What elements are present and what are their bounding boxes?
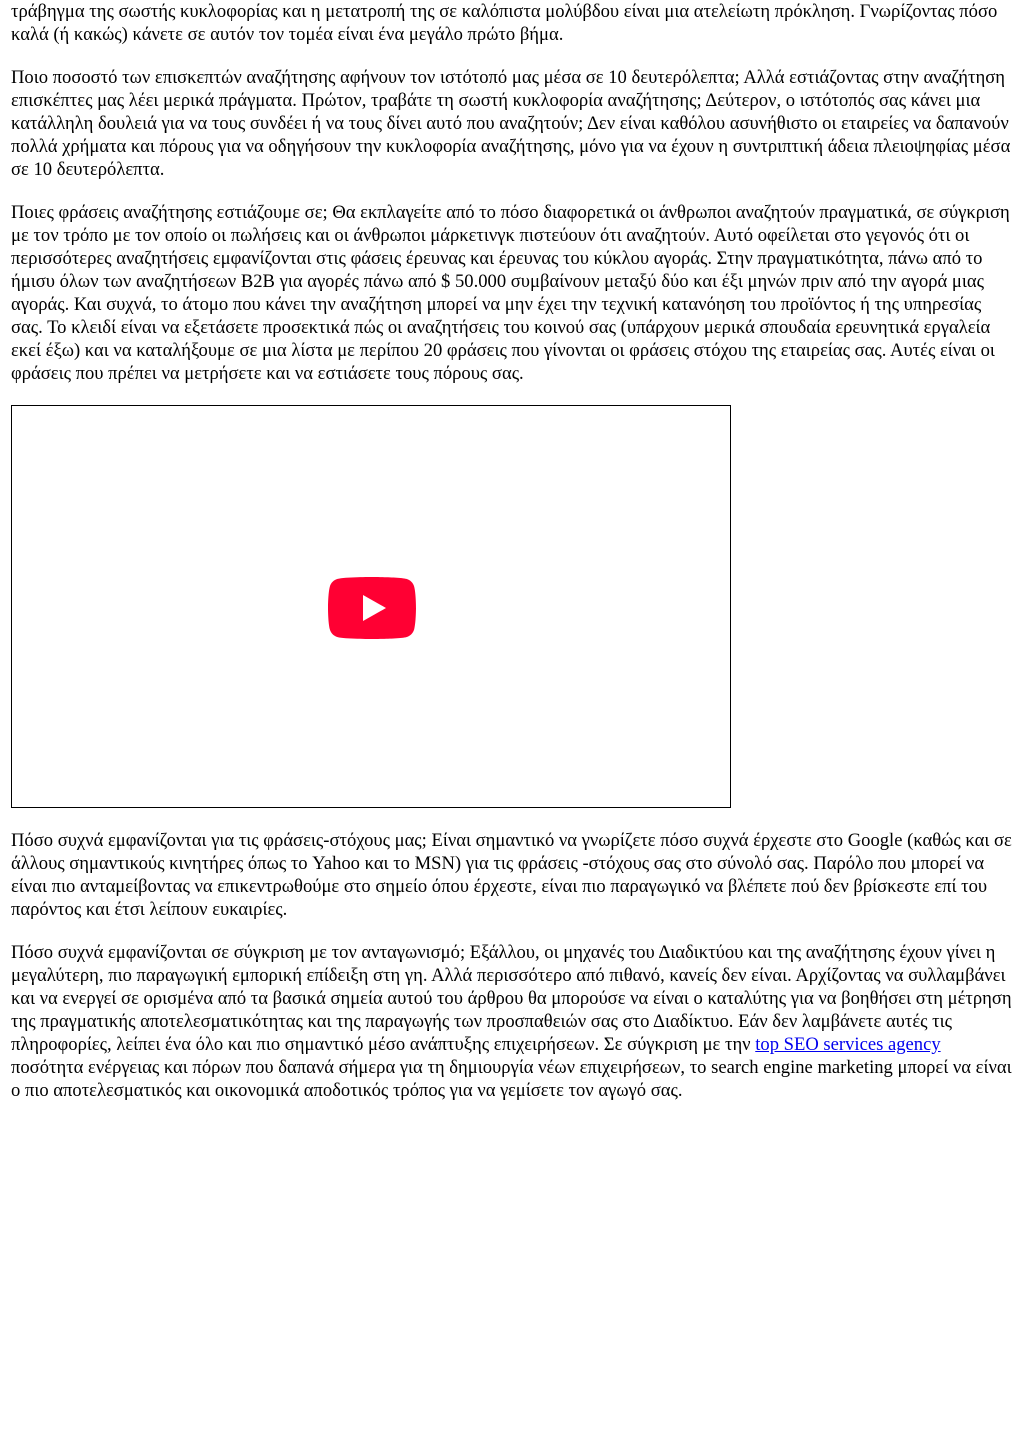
paragraph-search-phrases: Ποιες φράσεις αναζήτησης εστιάζουμε σε; Θα εκπλαγείτε από το πόσο διαφορετικά οι άνθρωποι αναζητούν πραγματικά, σε σύγκριση με τον τρόπο με τον οποίο οι πωλήσεις και οι άνθρωποι μάρκετινγκ πιστεύουν ότι αναζητούν. Αυτό οφείλεται στο γεγονός ότι οι περισσότερες αναζητήσεις εμφανίζονται στις φάσεις έρευνας και έρευνας του κύκλου αγοράς. Στην πραγματικότητα, πάνω από το ήμισυ όλων των αναζητήσεων B2B για αγορές πάνω από $ 50.000 συμβαίνουν μεταξύ δύο και έξι μηνών πριν από την αγορά μιας αγοράς. Και συχνά, το άτομο που κάνει την αναζήτηση μπορεί να μην έχει την τεχνική κατανόηση του προϊόντος ή της υπηρεσίας σας. Το κλειδί είναι να εξετάσετε προσεκτικά πώς οι αναζητήσεις του κοινού σας (υπάρχουν μερικά σπουδαία ερευνητικά εργαλεία εκεί έξω) και να καταλήξουμε σε μια λίστα με περίπου 20 φράσεις που γίνονται οι φράσεις στόχου της εταιρείας σας. Αυτές είναι οι φράσεις που πρέπει να μετρήσετε και να εστιάσετε τους πόρους σας. <box>11 202 1010 384</box>
paragraph-competition-text-before: Πόσο συχνά εμφανίζονται σε σύγκριση με τον ανταγωνισμό; Εξάλλου, οι μηχανές του Διαδικτύου και της αναζήτησης έχουν γίνει η μεγαλύτερη, πιο παραγωγική εμπορική επίδειξη στη γη. Αλλά περισσότερο από πιθανό, κανείς δεν είναι. Αρχίζοντας να συλλαμβάνει και να ενεργεί σε ορισμένα από τα βασικά σημεία αυτού του άρθρου θα μπορούσε να είναι ο καταλύτης για να βοηθήσει στη μέτρηση της πραγματικής αποτελεσματικότητας και της παραγωγής των προσπαθειών σας στο Διαδίκτυο. Εάν δεν λαμβάνετε αυτές τις πληροφορίες, λείπει ένα όλο και πιο σημαντικό μέσο ανάπτυξης επιχειρήσεων. Σε σύγκριση με την <box>11 942 1012 1055</box>
embedded-video[interactable] <box>11 405 731 808</box>
paragraph-lead-conversion: τράβηγμα της σωστής κυκλοφορίας και η μετατροπή της σε καλόπιστα μολύβδου είναι μια ατελείωτη πρόκληση. Γνωρίζοντας πόσο καλά (ή κακώς) κάνετε σε αυτόν τον τομέα είναι ένα μεγάλο πρώτο βήμα. <box>11 1 998 45</box>
paragraph-competition <box>11 941 1015 1102</box>
paragraph-visitors-leaving: Ποιο ποσοστό των επισκεπτών αναζήτησης αφήνουν τον ιστότοπό μας μέσα σε 10 δευτερόλεπτα; Αλλά εστιάζοντας στην αναζήτηση επισκέπτες μας λέει μερικά πράγματα. Πρώτον, τραβάτε τη σωστή κυκλοφορία αναζήτησης; Δεύτερον, ο ιστότοπός σας κάνει μια κατάλληλη δουλειά για να τους συνδέει ή να τους δίνει αυτό που αναζητούν; Δεν είναι καθόλου ασυνήθιστο οι εταιρείες να δαπανούν πολλά χρήματα και πόρους για να οδηγήσουν την κυκλοφορία αναζήτησης, μόνο για να έχουν η συντριπτική άδεια πλειοψηφίας μέσα σε 10 δευτερόλεπτα. <box>11 67 1011 180</box>
paragraph-target-phrases-frequency: Πόσο συχνά εμφανίζονται για τις φράσεις-στόχους μας; Είναι σημαντικό να γνωρίζετε πόσο συχνά έρχεστε στο Google (καθώς και σε άλλους σημαντικούς κινητήρες όπως το Yahoo και το MSN) για τις φράσεις -στόχους σας στο σύνολό σας. Παρόλο που μπορεί να είναι πιο ανταμείβοντας να επικεντρωθούμε στο σημείο όπου έρχεστε, είναι πιο παραγωγικό να βλέπετε πού δεν βρίσκεστε επί του παρόντος και έτσι λείπουν ευκαιρίες. <box>11 830 1012 920</box>
paragraph-competition-text-after: ποσότητα ενέργειας και πόρων που δαπανά σήμερα για τη δημιουργία νέων επιχειρήσεων, το search engine marketing μπορεί να είναι ο πιο αποτελεσματικός και οικονομικά αποδοτικός τρόπος για να γεμίσετε τον αγωγό σας. <box>11 1057 1012 1101</box>
youtube-play-icon[interactable] <box>328 577 416 639</box>
article-body <box>11 0 1015 1122</box>
seo-services-link[interactable]: top SEO services agency <box>755 1034 941 1055</box>
